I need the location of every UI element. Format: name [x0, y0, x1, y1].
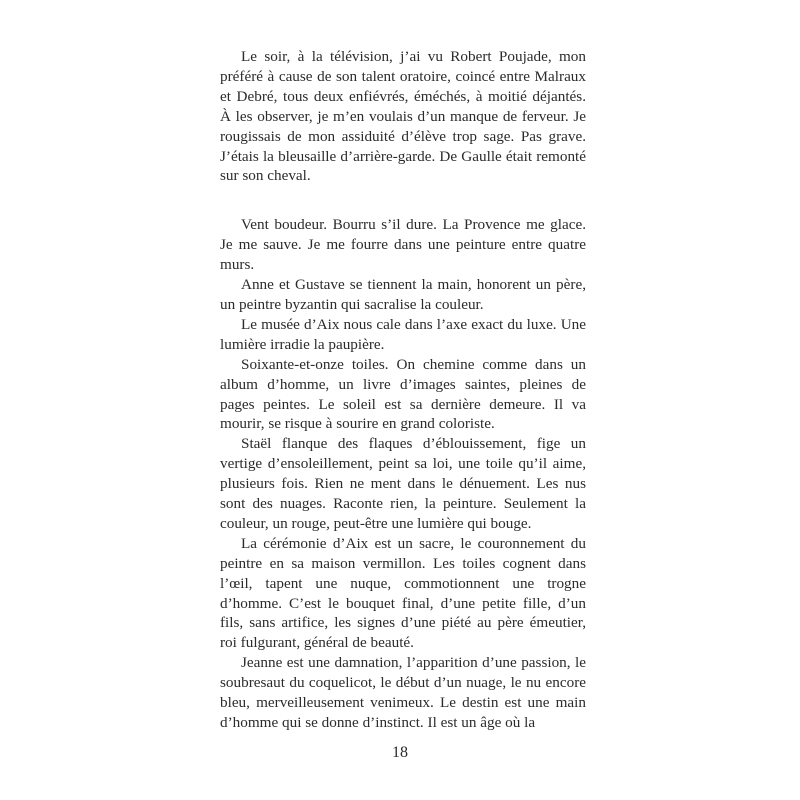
paragraph: Jeanne est une damnation, l’apparition d’une passion, le soubresaut du coquelicot, le début d’un nuage, le nu encore bleu, merveilleusement venimeux. Le destin est une main d’homme qui se donne d’instinct. Il est un âge où la [220, 654, 586, 731]
paragraph: Le musée d’Aix nous cale dans l’axe exact du luxe. Une lumière irradie la paupière. [220, 315, 586, 353]
paragraph: La cérémonie d’Aix est un sacre, le couronnement du peintre en sa maison vermillon. Les toiles cognent dans l’œil, tapent une nuque, commotionnent une trogne d’homme. C’est le bouquet final, d’une petite fille, d’un fils, sans artifice, les signes d’une piété au père émeutier, roi fulgurant, général de beauté. [220, 534, 586, 652]
paragraph: Staël flanque des flaques d’éblouissement, fige un vertige d’ensoleillement, peint sa loi, une toile qu’il aime, plusieurs fois. Rien ne ment dans le dénuement. Les nus sont des nuages. Raconte rien, la peinture. Seulement la couleur, un rouge, peut-être une lumière qui bouge. [220, 435, 586, 532]
paragraph: Anne et Gustave se tiennent la main, honorent un père, un peintre byzantin qui sacralise la couleur. [220, 276, 586, 313]
page-number: 18 [392, 744, 408, 761]
paragraph: Vent boudeur. Bourru s’il dure. La Provence me glace. Je me sauve. Je me fourre dans une peinture entre quatre murs. [220, 216, 586, 274]
body-text [220, 47, 586, 733]
paragraph: Le soir, à la télévision, j’ai vu Robert Poujade, mon préféré à cause de son talent oratoire, coincé entre Malraux et Debré, tous deux enfiévrés, éméchés, à moitié déjantés. À les observer, je m’en voulais d’un manque de ferveur. Je rougissais de mon assiduité d’élève trop sage. Pas grave. J’étais la bleusaille d’arrière-garde. De Gaulle était remonté sur son cheval. [220, 48, 586, 185]
paragraph: Soixante-et-onze toiles. On chemine comme dans un album d’homme, un livre d’images saintes, pleines de pages peintes. Le soleil est sa dernière demeure. Il va mourir, se risque à sourire en grand coloriste. [220, 355, 586, 433]
